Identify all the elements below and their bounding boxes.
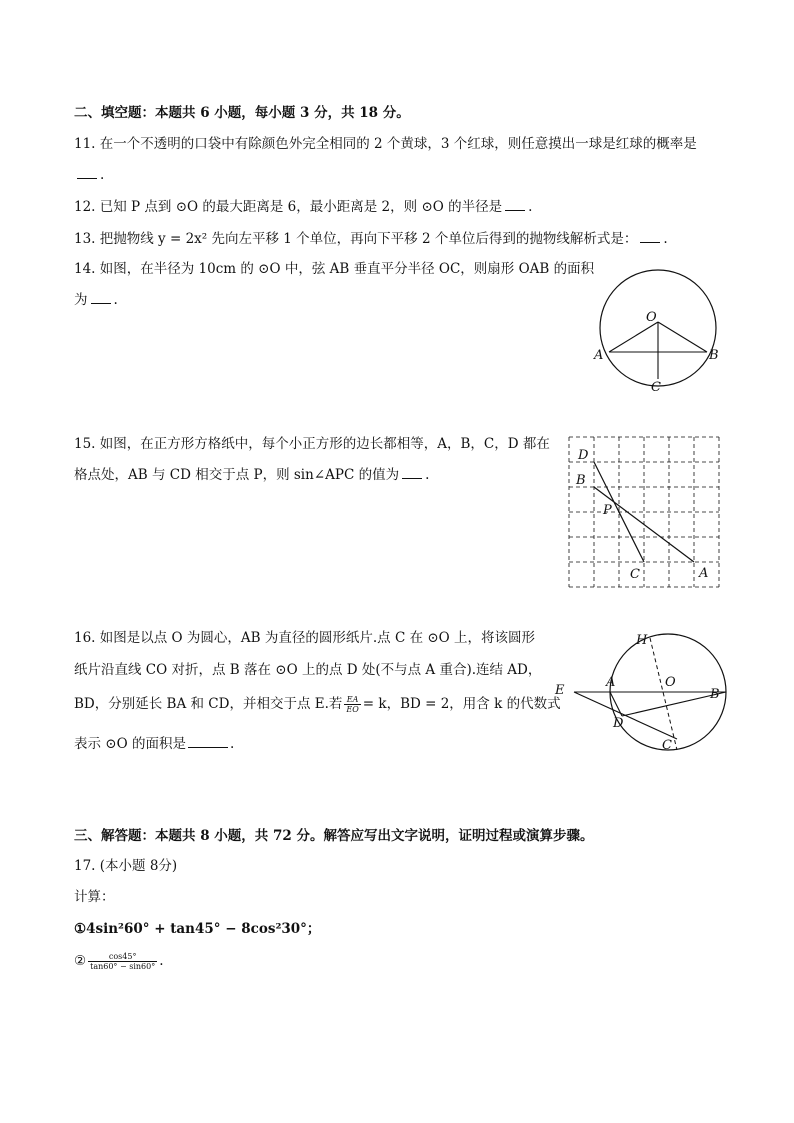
q16-label-b: B	[710, 687, 720, 702]
q15-line2	[74, 466, 429, 484]
q17-item2-suffix: .	[159, 953, 164, 969]
q17-item2-prefix: ②	[74, 953, 87, 969]
q15-answer-blank	[402, 466, 422, 479]
q14-line1: 14. 如图，在半径为 10cm 的 ⊙O 中，弦 AB 垂直平分半径 OC，则扇形 OAB 的面积	[74, 261, 595, 277]
q16-label-h: H	[636, 633, 648, 648]
q14-answer-blank	[91, 291, 111, 304]
q14-label-a: A	[594, 348, 604, 363]
q16-line4-before: 表示 ⊙O 的面积是	[74, 736, 186, 752]
q15-figure	[566, 432, 726, 592]
q15-label-c: C	[630, 567, 640, 582]
q13-before: 13. 把抛物线 y = 2x² 先向左平移 1 个单位，再向下平移 2 个单位后得到的抛物线解析式是：	[74, 231, 638, 247]
q17-item2-fraction	[88, 952, 157, 971]
q14-line2-after: .	[113, 292, 118, 308]
q15-label-a: A	[699, 566, 709, 581]
q14-line2-before: 为	[74, 292, 88, 308]
q16-figure	[550, 628, 730, 760]
q16-line1: 16. 如图是以点 O 为圆心，AB 为直径的圆形纸片.点 C 在 ⊙O 上，将该圆形	[74, 630, 536, 646]
q16-frac-den: EO	[346, 705, 359, 714]
q16-frac-num: EA	[344, 695, 360, 705]
q16-line2: 纸片沿直线 CO 对折，点 B 落在 ⊙O 上的点 D 处(不与点 A 重合).连结 AD，	[74, 662, 542, 678]
q16-line4	[74, 735, 234, 753]
q16-ratio-fraction	[344, 695, 360, 714]
q12-answer-blank	[505, 198, 525, 211]
q15-label-d: D	[578, 448, 589, 463]
q17-item1: ①4sin²60° + tan45° − 8cos²30°；	[74, 921, 321, 937]
q15-line2-after: .	[425, 467, 430, 483]
q17-item2-den: tan60° − sin60°	[90, 962, 156, 971]
q12-before: 12. 已知 P 点到 ⊙O 的最大距离是 6，最小距离是 2，则 ⊙O 的半径是	[74, 199, 503, 215]
q16-label-e: E	[555, 683, 565, 698]
q11-answer-blank	[77, 166, 97, 179]
q16-line3	[74, 695, 561, 714]
q16-label-d: D	[613, 716, 624, 731]
q14-label-o: O	[646, 310, 657, 325]
q17-item2-num: cos45°	[88, 952, 157, 962]
q16-label-a: A	[606, 675, 616, 690]
q13-text	[74, 230, 668, 248]
q14-figure	[588, 258, 728, 398]
q14-label-c: C	[651, 380, 661, 395]
q15-label-p: P	[603, 503, 612, 518]
q16-label-o: O	[665, 675, 676, 690]
q13-answer-blank	[640, 230, 660, 243]
q16-label-c: C	[662, 738, 672, 753]
q17-prompt: 计算：	[74, 889, 115, 905]
q14-label-b: B	[709, 348, 719, 363]
q16-line4-after: .	[229, 736, 235, 752]
q15-line1: 15. 如图，在正方形方格纸中，每个小正方形的边长都相等，A，B，C，D 都在	[74, 436, 550, 452]
q17-item2	[74, 952, 164, 971]
section3-heading: 三、解答题：本题共 8 小题，共 72 分。解答应写出文字说明，证明过程或演算步骤。	[74, 828, 594, 844]
q16-answer-blank	[188, 735, 228, 748]
section2-heading: 二、填空题：本题共 6 小题，每小题 3 分，共 18 分。	[74, 105, 410, 121]
q11-tail: .	[100, 167, 105, 183]
q16-line3-before: BD，分别延长 BA 和 CD，并相交于点 E.若	[74, 696, 343, 712]
q11-line2	[74, 166, 104, 184]
q15-label-b: B	[576, 473, 586, 488]
q16-line3-after: = k，BD = 2，用含 k 的代数式	[362, 696, 561, 712]
q14-line2	[74, 291, 118, 309]
q11-line1: 11. 在一个不透明的口袋中有除颜色外完全相同的 2 个黄球，3 个红球，则任意摸出一球是红球的概率是	[74, 136, 697, 152]
q12-after: .	[528, 199, 533, 215]
q17-title: 17. (本小题 8分)	[74, 858, 178, 874]
q15-grid	[569, 437, 719, 587]
q12-text	[74, 198, 532, 216]
q13-after: .	[663, 231, 668, 247]
q15-line2-before: 格点处，AB 与 CD 相交于点 P，则 sin∠APC 的值为	[74, 467, 400, 483]
